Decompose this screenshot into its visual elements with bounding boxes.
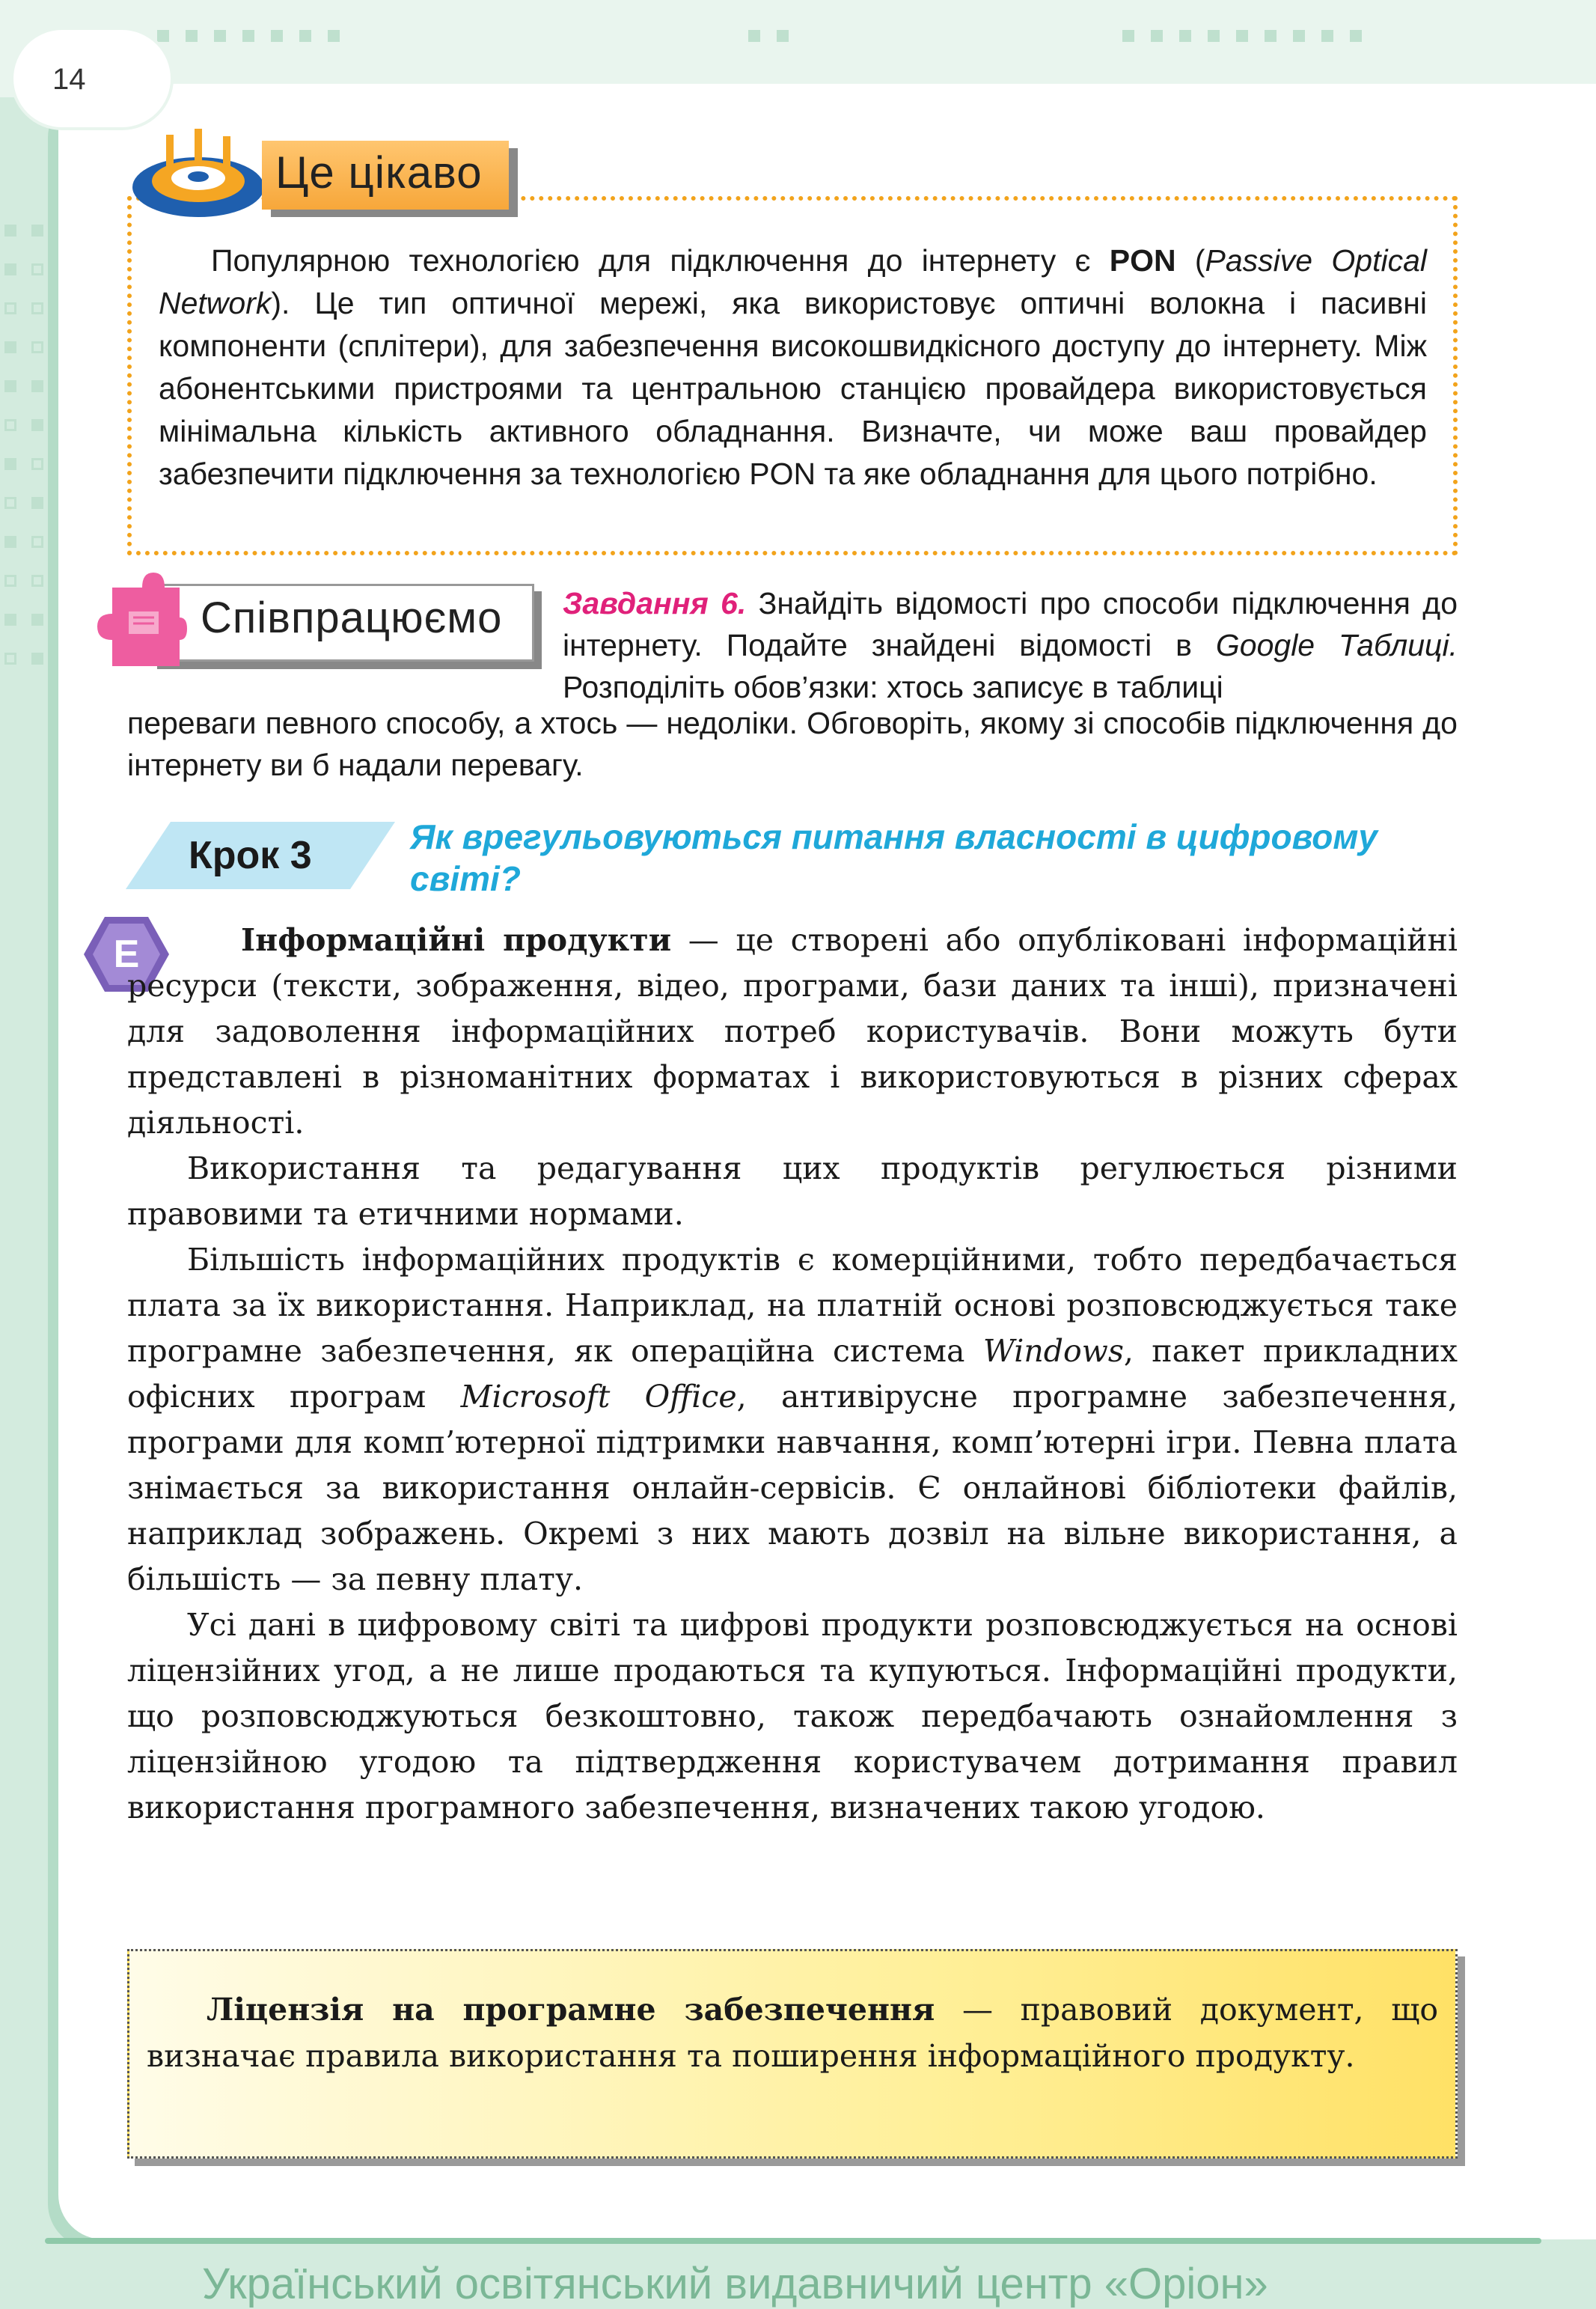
- paragraph: Більшість інформаційних продуктів є комерційними, тобто передбачається плата за їх використання. Наприклад, на платній основі розповсюджується таке програмне забезпечення, як операційна система Windows, пакет прикладних офісних програм Microsoft Office, антивірусне програмне забезпечення, програми для комп’ютерної підтримки навчання, комп’ютерні ігри. Певна плата знімається за використання онлайн-сервісів. Є онлайнові бібліотеки файлів, наприклад зображень. Окремі з них мають дозвіл на вільне використання, а більшість — за певну плату.: [127, 1242, 1458, 1597]
- footer-text: Український освітянський видавничий центр «Оріон»: [202, 2260, 1268, 2308]
- puzzle-icon: [82, 573, 187, 670]
- main-text: [127, 918, 1458, 1831]
- decor-dots-left: [0, 225, 52, 665]
- paragraph: Інформаційні продукти — це створені або опубліковані інформаційні ресурси (тексти, зображення, відео, програми, бази даних та інші), призначені для задоволення інформаційних потреб користувачів. Вони можуть бути представлені в різноманітних форматах і використовуються в різних сферах діяльності.: [127, 922, 1458, 1141]
- page-number-bubble: [13, 30, 171, 127]
- cooperate-title: Співпрацюємо: [201, 594, 503, 642]
- cooperate-task-text: Завдання 6. Знайдіть відомості про способи підключення до інтернету. Подайте знайдені відомості в Google Таблиці. Розподіліть обов’язки: хтось записує в таблиці: [563, 586, 1458, 704]
- step-label: Крок 3: [189, 834, 312, 877]
- decor-dots-top: [157, 30, 340, 42]
- paragraph: Усі дані в цифровому світі та цифрові продукти розповсюджується на основі ліцензійних угод, а не лише продаються та купуються. Інформаційні продукти, що розповсюджуються безкоштовно, також передбачають ознайомлення з ліцензійною угодою та підтвердження користувачем дотримання правил використання програмного забезпечення, визначених такою угодою.: [127, 1607, 1458, 1825]
- decor-dots-top: [1122, 30, 1362, 42]
- interesting-title: Це цікаво: [275, 147, 483, 198]
- cooperate-task-text-continued: переваги певного способу, а хтось — недоліки. Обговоріть, якому зі способів підключення до інтернету ви б надали перевагу.: [127, 706, 1458, 782]
- target-icon: [127, 126, 269, 223]
- definition-text: Ліцензія на програмне забезпечення — правовий документ, що визначає правила використання та поширення інформаційного продукту.: [147, 1992, 1439, 2074]
- interesting-text: Популярною технологією для підключення до інтернету є PON (Passive Optical Network). Це тип оптичної мережі, яка використовує оптичні волокна і пасивні компоненти (сплітери), для забезпечення високошвидкісного доступу до інтернету. Між абонентськими пристроями та центральною станцією провайдера використовується мінімальна кількість активного обладнання. Визначте, чи може ваш провайдер забезпечити підключення за технологією PON та яке обладнання для цього потрібно.: [159, 243, 1427, 491]
- paragraph: Використання та редагування цих продуктів регулюється різними правовими та етичними нормами.: [127, 1150, 1458, 1232]
- footer-line: [45, 2238, 1541, 2244]
- step-question: Як врегульовуються питання власності в цифровому світі?: [410, 817, 1378, 898]
- top-band: [0, 0, 1596, 97]
- page-number: 14: [52, 63, 86, 96]
- decor-dots-top: [748, 30, 789, 42]
- svg-text:E: E: [113, 933, 140, 976]
